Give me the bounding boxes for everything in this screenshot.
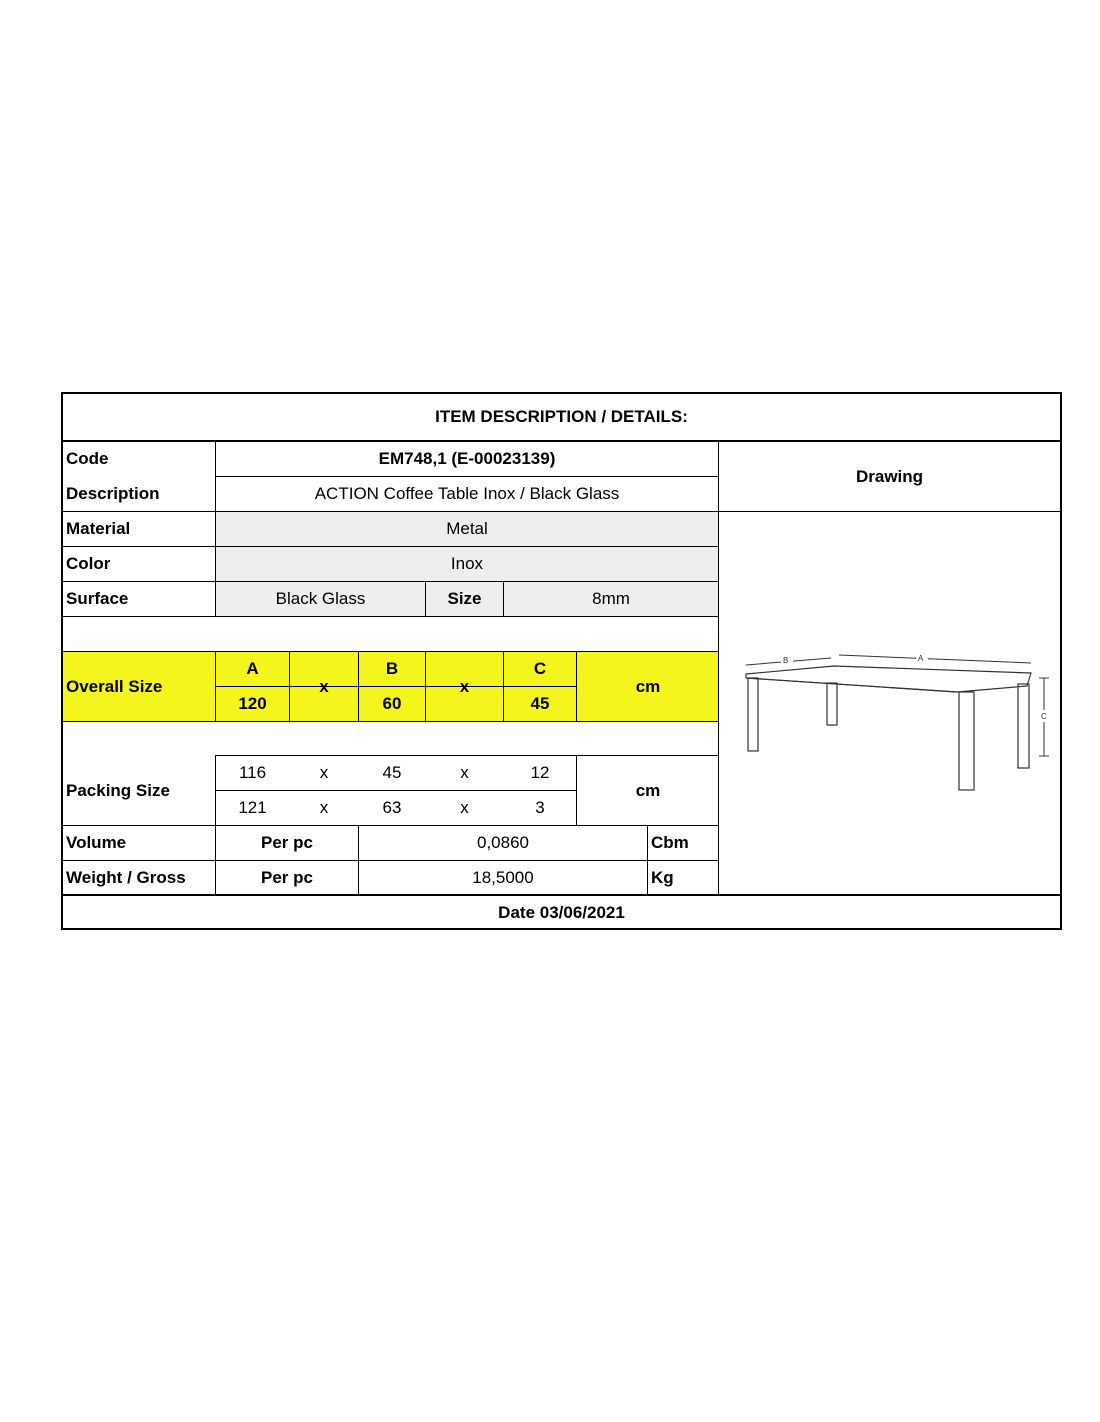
overall-x-separator: x [459, 676, 470, 696]
packing-2-x: x [319, 798, 329, 817]
packing-1-b: 45 [382, 763, 402, 782]
item-details-sheet [61, 392, 1062, 930]
packing-1-x: x [460, 763, 469, 782]
packing-2-c: 3 [535, 798, 545, 817]
table-leg [748, 678, 758, 751]
weight-value: 18,5000 [472, 867, 534, 887]
code-label: Code [66, 449, 109, 468]
dimension-a-line [839, 655, 1031, 663]
dimension-b-label: B [783, 656, 789, 665]
footer-date: Date 03/06/2021 [498, 902, 625, 922]
row-line [63, 721, 719, 722]
packing-size-label: Packing Size [66, 780, 170, 800]
overall-x-separator: x [319, 676, 329, 696]
table-top-edge [746, 678, 957, 692]
packing-1-x: x [319, 763, 329, 782]
table-leg [959, 692, 974, 790]
table-leg [827, 683, 837, 725]
code-value: EM748,1 (E-00023139) [378, 449, 556, 468]
table-top-outline [746, 666, 1031, 692]
color-label: Color [66, 554, 111, 573]
packing-2-x: x [460, 798, 469, 817]
overall-size-label: Overall Size [66, 676, 163, 696]
overall-a-label: A [246, 659, 259, 678]
table-drawing [743, 652, 1053, 797]
size-value: 8mm [592, 589, 630, 608]
volume-value: 0,0860 [477, 833, 529, 852]
weight-label: Weight / Gross [66, 867, 186, 887]
description-label: Description [66, 484, 160, 503]
weight-unit: Kg [651, 867, 674, 887]
overall-c-value: 45 [530, 694, 550, 713]
volume-per: Per pc [261, 833, 313, 852]
dimension-c-label: C [1041, 712, 1047, 721]
packing-2-a: 121 [238, 798, 267, 817]
surface-value: Black Glass [275, 589, 366, 608]
packing-1-c: 12 [530, 763, 550, 782]
description-value: ACTION Coffee Table Inox / Black Glass [314, 484, 620, 503]
size-label: Size [447, 589, 482, 608]
packing-1-a: 116 [238, 763, 267, 782]
overall-a-value: 120 [238, 694, 267, 713]
volume-unit: Cbm [651, 833, 689, 852]
surface-label: Surface [66, 589, 129, 608]
dimension-a-label: A [918, 654, 924, 663]
overall-b-value: 60 [382, 694, 402, 713]
overall-unit: cm [635, 676, 661, 696]
packing-2-b: 63 [382, 798, 402, 817]
sheet-title: ITEM DESCRIPTION / DETAILS: [435, 407, 688, 426]
material-value: Metal [446, 519, 488, 538]
material-label: Material [66, 519, 131, 538]
drawing-label: Drawing [855, 466, 924, 486]
volume-label: Volume [66, 833, 127, 852]
packing-unit: cm [635, 780, 661, 800]
overall-b-label: B [385, 659, 399, 678]
table-leg [1018, 684, 1029, 768]
row-line [63, 616, 719, 617]
color-value: Inox [450, 554, 484, 573]
overall-c-label: C [533, 659, 547, 678]
weight-per: Per pc [261, 867, 313, 887]
